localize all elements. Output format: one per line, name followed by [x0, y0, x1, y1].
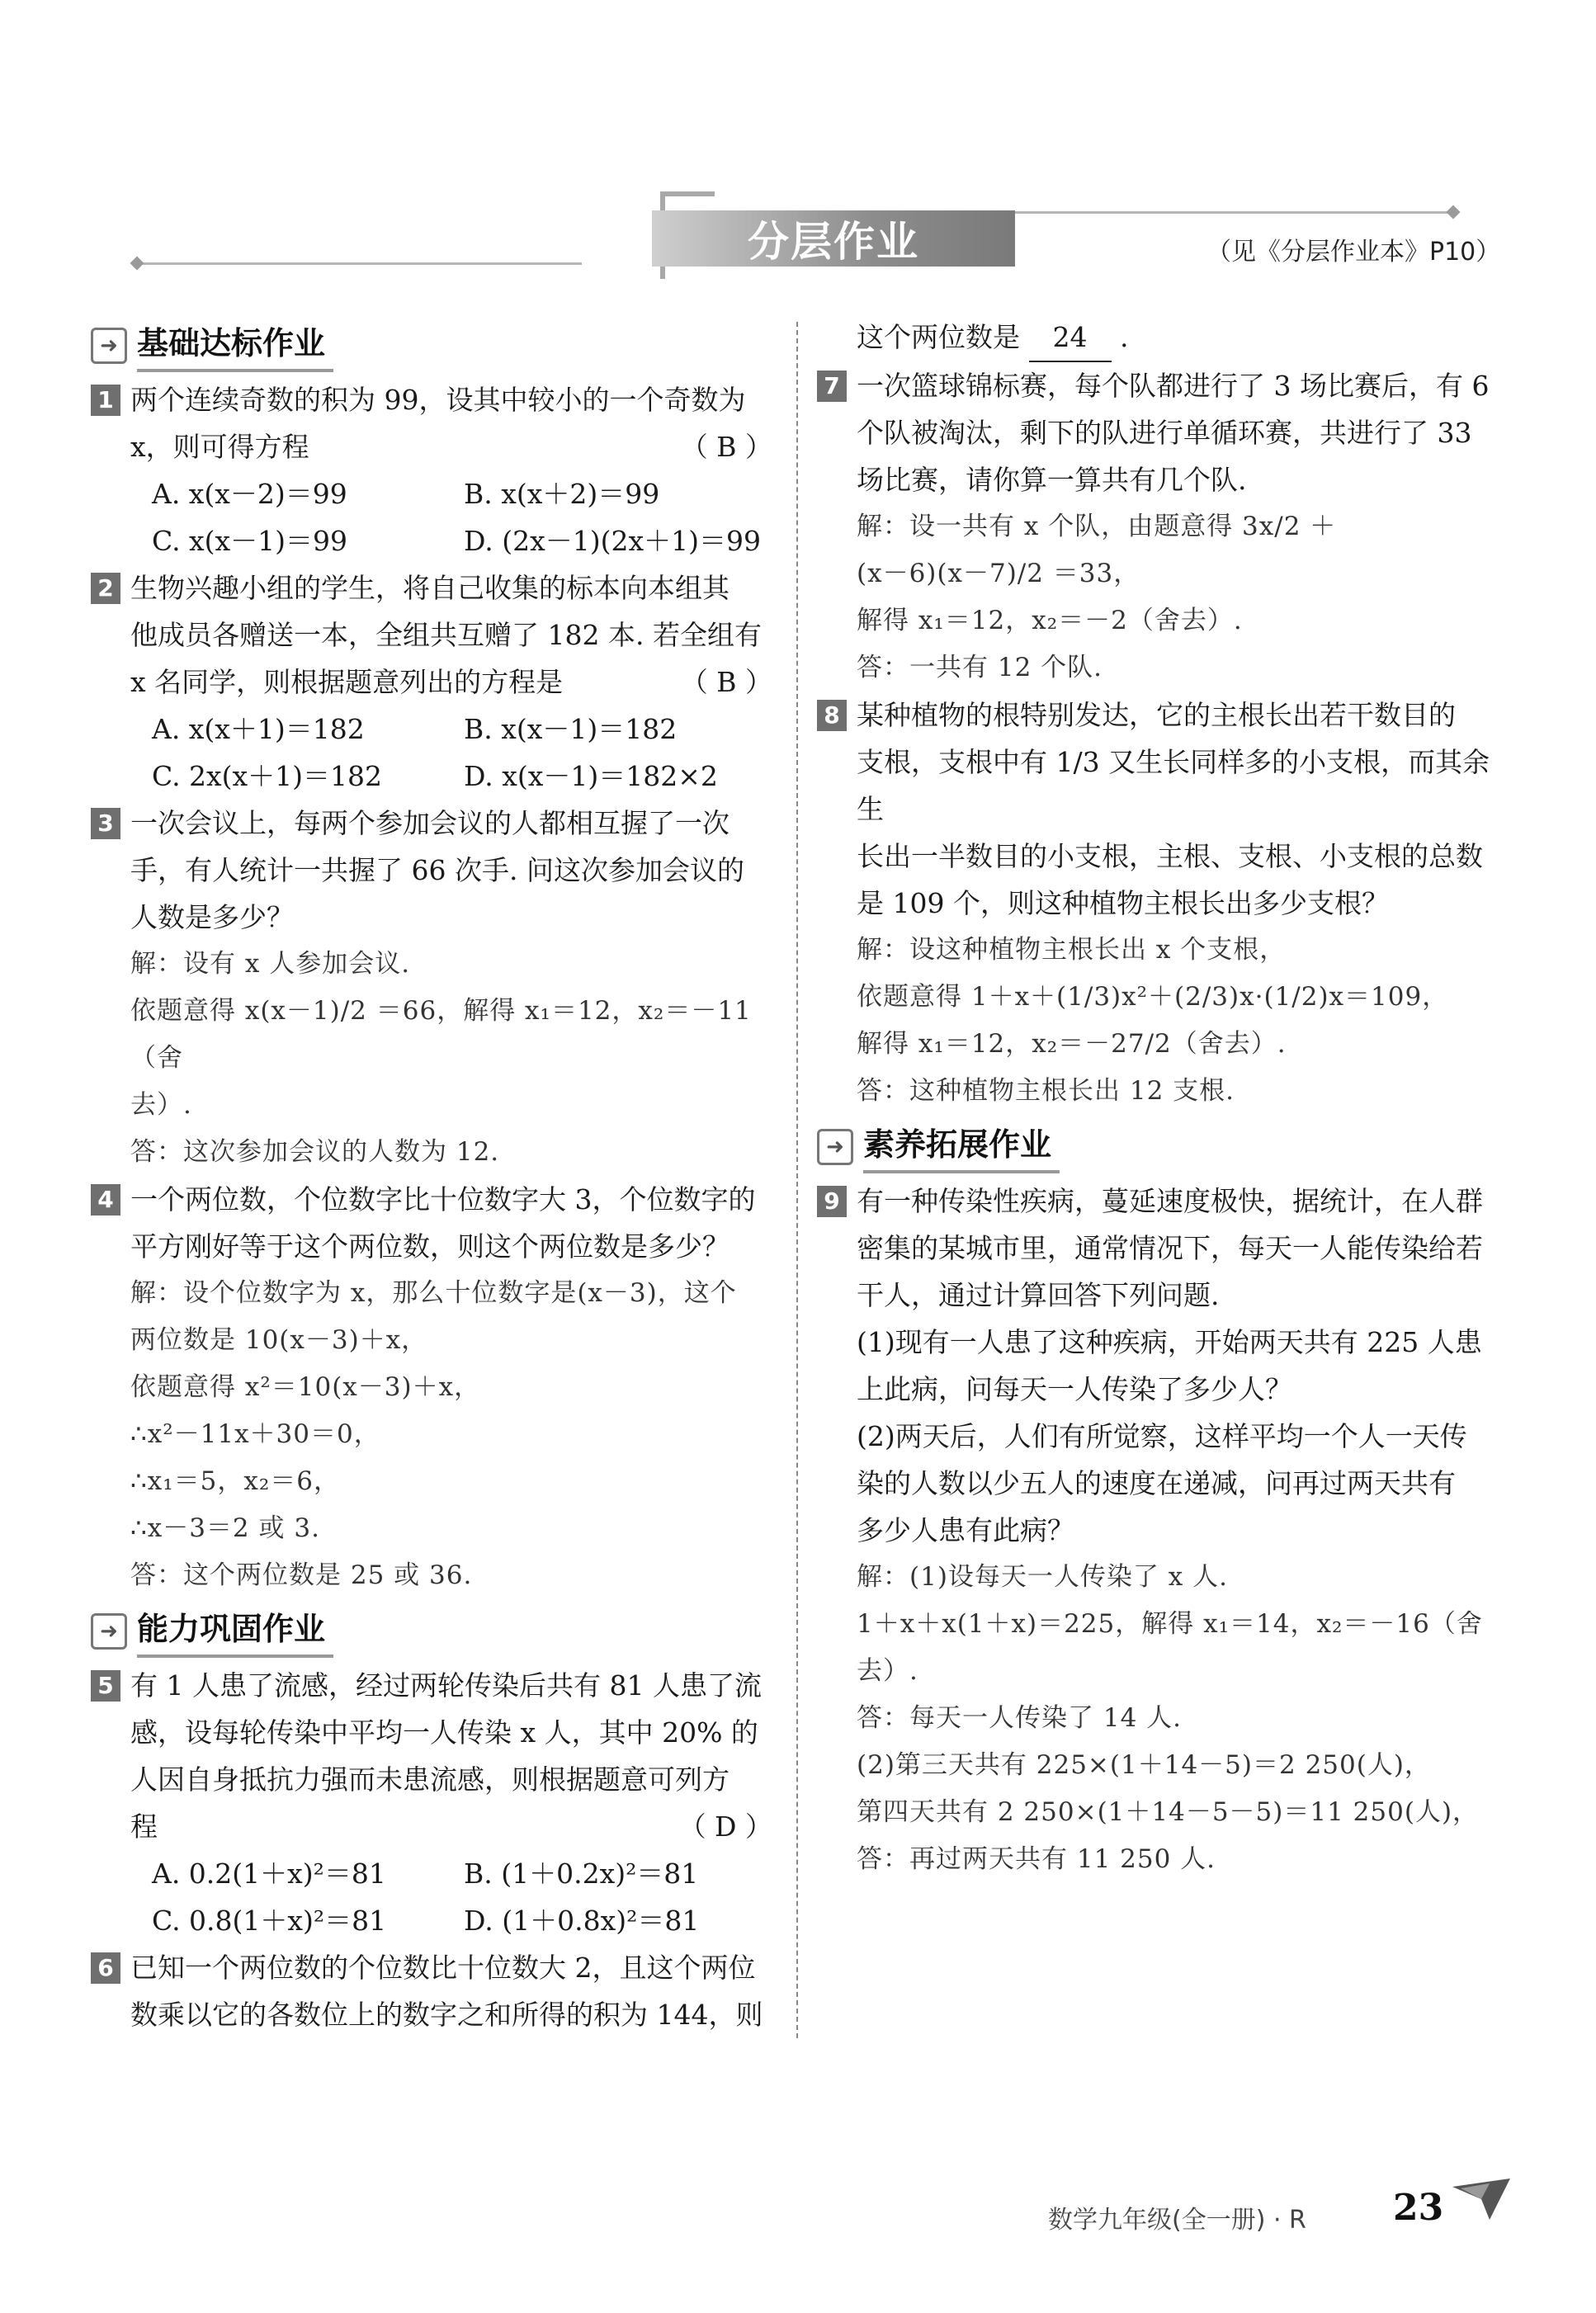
question-text [130, 1803, 776, 1850]
solution-line: 依题意得 1＋x＋(1/3)x²＋(2/3)x·(1/2)x＝109， [857, 982, 1449, 1012]
solution-line: 答：再过两天共有 11 250 人. [857, 1844, 1216, 1874]
question-text: 两个连续奇数的积为 99，设其中较小的一个奇数为 [130, 384, 746, 416]
solution-line: 答：这个两位数是 25 或 36. [130, 1560, 473, 1590]
question-text: 多少人患有此病？ [857, 1514, 1074, 1546]
solution-line: 答：这种植物主根长出 12 支根. [857, 1076, 1235, 1106]
banner-rule-right [990, 211, 1452, 214]
section-title: 基础达标作业 [137, 320, 333, 372]
solution-line: 去）. [130, 1090, 192, 1120]
solution-line: 答：一共有 12 个队. [857, 653, 1103, 682]
question-text-part: 程 [130, 1810, 158, 1843]
question-text: 干人，通过计算回答下列问题. [857, 1279, 1220, 1311]
solution-line: ∴x²－11x＋30＝0， [130, 1419, 380, 1449]
solution-line: 解：设有 x 人参加会议. [130, 949, 411, 979]
question-text: 有一种传染性疾病，蔓延速度极快，据统计，在人群 [857, 1185, 1483, 1217]
question-text [130, 423, 776, 470]
arrow-icon: ➜ [91, 1613, 127, 1650]
question-text: 这个两位数是 [857, 321, 1020, 353]
solution-line: (x－6)(x－7)/2 ＝33， [857, 559, 1140, 588]
solution-line: 解：(1)设每天一人传染了 x 人. [857, 1562, 1228, 1592]
choice-c: C. 2x(x＋1)＝182 [152, 760, 383, 792]
solution-line: 答：这次参加会议的人数为 12. [130, 1137, 500, 1167]
choice-b: B. x(x＋2)＝99 [464, 478, 660, 510]
question-text: (2)两天后，人们有所觉察，这样平均一个人一天传 [857, 1420, 1467, 1452]
banner-dot-left [130, 257, 144, 271]
arrow-icon: ➜ [91, 328, 127, 364]
solution-line: 解得 x₁＝12，x₂＝－27/2（舍去）. [857, 1029, 1287, 1059]
section-ability [91, 1604, 776, 1659]
question-text: 长出一半数目的小支根，主根、支根、小支根的总数 [857, 840, 1483, 872]
question-1 [91, 376, 776, 564]
column-divider [796, 322, 798, 2038]
reference-note: （见《分层作业本》P10） [1206, 238, 1501, 267]
question-number: 3 [91, 808, 120, 839]
question-text: 上此病，问每天一人传染了多少人？ [857, 1373, 1292, 1405]
choices [130, 1850, 776, 1944]
section-title: 能力巩固作业 [137, 1606, 333, 1658]
question-3 [91, 800, 776, 1176]
solution-line: ∴x₁＝5，x₂＝6， [130, 1466, 340, 1496]
question-number: 4 [91, 1184, 120, 1216]
question-number: 1 [91, 385, 120, 416]
solution-line: ∴x－3＝2 或 3. [130, 1513, 320, 1543]
solution-line: 第四天共有 2 250×(1＋14－5－5)＝11 250(人)， [857, 1797, 1480, 1827]
question-text: 染的人数以少五人的速度在递减，问再过两天共有 [857, 1467, 1456, 1499]
choice-a: A. 0.2(1＋x)²＝81 [152, 1857, 386, 1890]
solution-line: 依题意得 x(x－1)/2 ＝66，解得 x₁＝12，x₂＝－11（舍 [130, 996, 752, 1073]
answer-tag: （ D ） [678, 1810, 772, 1843]
solution-line: 解：设个位数字为 x，那么十位数字是(x－3)，这个 [130, 1278, 737, 1308]
question-text: 人数是多少？ [130, 901, 294, 933]
question-number: 2 [91, 573, 120, 604]
question-text: 一个两位数，个位数字比十位数字大 3，个位数字的 [130, 1183, 756, 1216]
question-text: 平方刚好等于这个两位数，则这个两位数是多少？ [130, 1230, 730, 1263]
section-extension [817, 1120, 1502, 1174]
question-text: 他成员各赠送一本，全组共互赠了 182 本. 若全组有 [130, 619, 762, 651]
choice-b: B. x(x－1)＝182 [464, 713, 678, 745]
solution-line: 1＋x＋x(1＋x)＝225，解得 x₁＝14，x₂＝－16（舍 [857, 1609, 1483, 1639]
solution-line: 答：每天一人传染了 14 人. [857, 1703, 1183, 1733]
choice-d: D. (2x－1)(2x＋1)＝99 [464, 525, 761, 557]
question-number: 7 [817, 371, 847, 402]
question-text: 有 1 人患了流感，经过两轮传染后共有 81 人患了流 [130, 1669, 762, 1702]
question-9 [817, 1178, 1502, 1883]
question-number: 8 [817, 700, 847, 731]
bird-logo-icon [1452, 2178, 1510, 2220]
solution-line: 两位数是 10(x－3)＋x， [130, 1325, 428, 1355]
question-number: 5 [91, 1670, 120, 1702]
question-text: . [1120, 321, 1129, 353]
choice-a: A. x(x＋1)＝182 [152, 713, 365, 745]
choice-c: C. x(x－1)＝99 [152, 525, 348, 557]
question-6 [91, 1944, 776, 2038]
section-basic [91, 319, 776, 373]
solution-line: (2)第三天共有 225×(1＋14－5)＝2 250(人)， [857, 1750, 1431, 1780]
question-text: 手，有人统计一共握了 66 次手. 问这次参加会议的 [130, 854, 744, 886]
answer-tag: （ B ） [680, 431, 772, 463]
section-title: 素养拓展作业 [863, 1121, 1060, 1173]
question-4 [91, 1176, 776, 1599]
answer-tag: （ B ） [680, 666, 772, 698]
question-text: 感，设每轮传染中平均一人传染 x 人，其中 20% 的 [130, 1716, 758, 1749]
solution-line: 解：设一共有 x 个队，由题意得 3x/2 ＋ [857, 512, 1337, 541]
question-text [130, 658, 776, 706]
question-2 [91, 564, 776, 800]
question-5 [91, 1662, 776, 1944]
choice-b: B. (1＋0.2x)²＝81 [464, 1857, 699, 1890]
question-text: 支根，支根中有 1/3 又生长同样多的小支根，而其余生 [857, 746, 1490, 825]
solution-line: 依题意得 x²＝10(x－3)＋x， [130, 1372, 481, 1402]
question-text: 人因自身抵抗力强而未患流感，则根据题意可列方 [130, 1763, 730, 1796]
question-7 [817, 362, 1502, 692]
question-text: 生物兴趣小组的学生，将自己收集的标本向本组其 [130, 572, 730, 604]
choices [130, 470, 776, 564]
choice-d: D. x(x－1)＝182×2 [464, 760, 718, 792]
choices [130, 706, 776, 800]
question-text-part: x，则可得方程 [130, 431, 309, 463]
question-number: 6 [91, 1952, 120, 1984]
page-number: 23 [1393, 2187, 1444, 2229]
question-text: 数乘以它的各数位上的数字之和所得的积为 144，则 [130, 1999, 763, 2031]
question-text: 个队被淘汰，剩下的队进行单循环赛，共进行了 33 [857, 417, 1472, 449]
question-text: 某种植物的根特别发达，它的主根长出若干数目的 [857, 699, 1456, 731]
choice-d: D. (1＋0.8x)²＝81 [464, 1905, 700, 1937]
choice-c: C. 0.8(1＋x)²＝81 [152, 1905, 387, 1937]
banner-title: 分层作业 [652, 210, 1015, 267]
question-8 [817, 692, 1502, 1115]
arrow-icon: ➜ [817, 1129, 853, 1165]
banner-rule-left [136, 262, 582, 265]
left-column [91, 314, 776, 2038]
question-text: 是 109 个，则这种植物主根长出多少支根？ [857, 887, 1389, 919]
question-number: 9 [817, 1186, 847, 1217]
question-6-continued [817, 314, 1502, 362]
choice-a: A. x(x－2)＝99 [152, 478, 347, 510]
banner-dot-right [1447, 205, 1461, 219]
solution-line: 解得 x₁＝12，x₂＝－2（舍去）. [857, 606, 1243, 635]
solution-line: 去）. [857, 1656, 918, 1686]
question-text: 一次篮球锦标赛，每个队都进行了 3 场比赛后，有 6 [857, 370, 1490, 402]
question-text: (1)现有一人患了这种疾病，开始两天共有 225 人患 [857, 1326, 1482, 1358]
question-text: 密集的某城市里，通常情况下，每天一人能传染给若 [857, 1232, 1483, 1264]
question-text-part: x 名同学，则根据题意列出的方程是 [130, 666, 564, 698]
question-text: 一次会议上，每两个参加会议的人都相互握了一次 [130, 807, 730, 839]
question-text: 场比赛，请你算一算共有几个队. [857, 464, 1247, 496]
answer-blank: 24 [1029, 314, 1112, 362]
right-column [817, 314, 1502, 1883]
book-title: 数学九年级(全一册) · R [1048, 2206, 1306, 2235]
solution-line: 解：设这种植物主根长出 x 个支根， [857, 935, 1287, 965]
question-text: 已知一个两位数的个位数比十位数大 2，且这个两位 [130, 1952, 756, 1984]
